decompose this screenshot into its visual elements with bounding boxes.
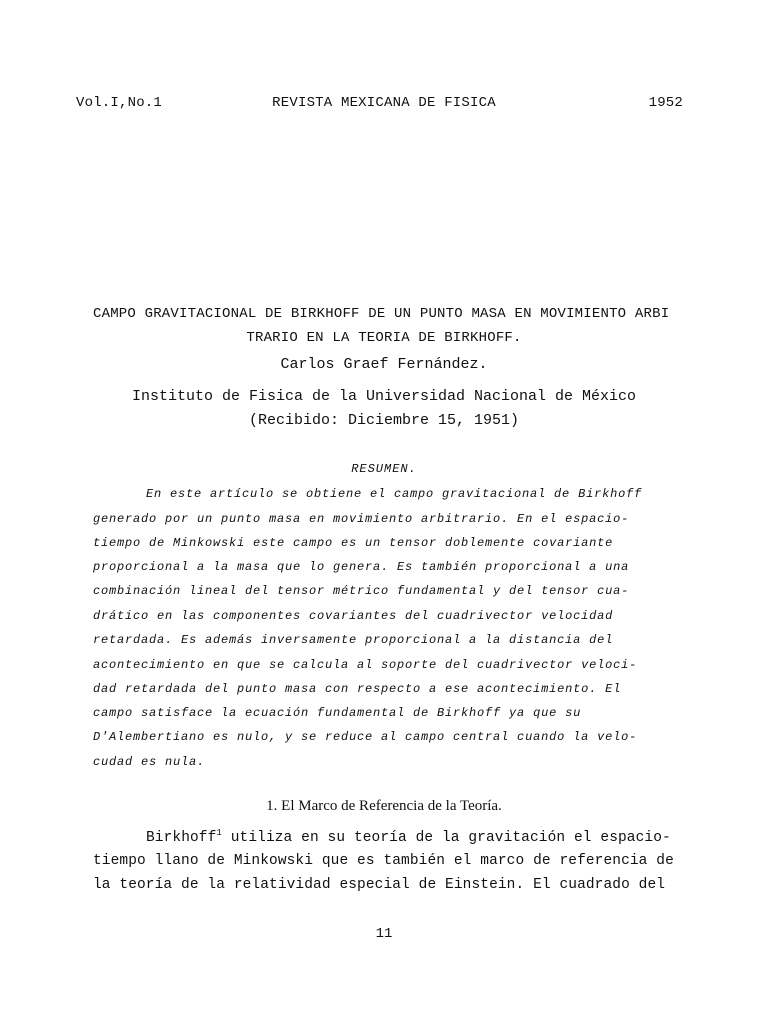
body-line	[146, 828, 671, 846]
footnote-marker: 1	[216, 828, 222, 838]
abstract-line: proporcional a la masa que lo genera. Es también proporcional a una	[93, 560, 630, 574]
abstract-line: campo satisface la ecuación fundamental de Birkhoff ya que su	[93, 706, 582, 720]
body-text: Birkhoff	[146, 829, 217, 846]
received-date: (Recibido: Diciembre 15, 1951)	[248, 412, 520, 429]
body-line: tiempo llano de Minkowski que es también el marco de referencia de	[93, 853, 674, 869]
body-text: utiliza en su teoría de la gravitación el espacio-	[221, 829, 671, 846]
abstract-line: acontecimiento en que se calcula al soporte del cuadrivector veloci-	[93, 658, 638, 672]
institution: Instituto de Fisica de la Universidad Nacional de México	[131, 388, 637, 405]
abstract-line: generado por un punto masa en movimiento arbitrario. En el espacio-	[93, 512, 630, 526]
page-number: 11	[375, 926, 393, 942]
abstract-line: cudad es nula.	[93, 755, 206, 769]
abstract-line: tiempo de Minkowski este campo es un tensor doblemente covariante	[93, 536, 614, 550]
abstract-line: D'Alembertiano es nulo, y se reduce al campo central cuando la velo-	[93, 730, 638, 744]
abstract-line: combinación lineal del tensor métrico fundamental y del tensor cua-	[93, 584, 630, 598]
article-title-line-1: CAMPO GRAVITACIONAL DE BIRKHOFF DE UN PUNTO MASA EN MOVIMIENTO ARBI	[93, 306, 670, 322]
abstract-line: En este artículo se obtiene el campo gravitacional de Birkhoff	[146, 487, 643, 501]
body-line: la teoría de la relatividad especial de Einstein. El cuadrado del	[93, 877, 666, 893]
abstract-line: drático en las componentes covariantes del cuadrivector velocidad	[93, 609, 614, 623]
journal-name: REVISTA MEXICANA DE FISICA	[272, 95, 496, 111]
article-title-line-2: TRARIO EN LA TEORIA DE BIRKHOFF.	[246, 330, 522, 346]
author-name: Carlos Graef Fernández.	[280, 356, 488, 373]
abstract-line: dad retardada del punto masa con respecto a ese acontecimiento. El	[93, 682, 622, 696]
volume-number: Vol.I,No.1	[76, 95, 163, 111]
section-heading: 1. El Marco de Referencia de la Teoría.	[266, 798, 502, 814]
publication-year: 1952	[648, 95, 683, 111]
abstract-line: retardada. Es además inversamente proporcional a la distancia del	[93, 633, 614, 647]
abstract-heading: RESUMEN.	[351, 462, 417, 476]
